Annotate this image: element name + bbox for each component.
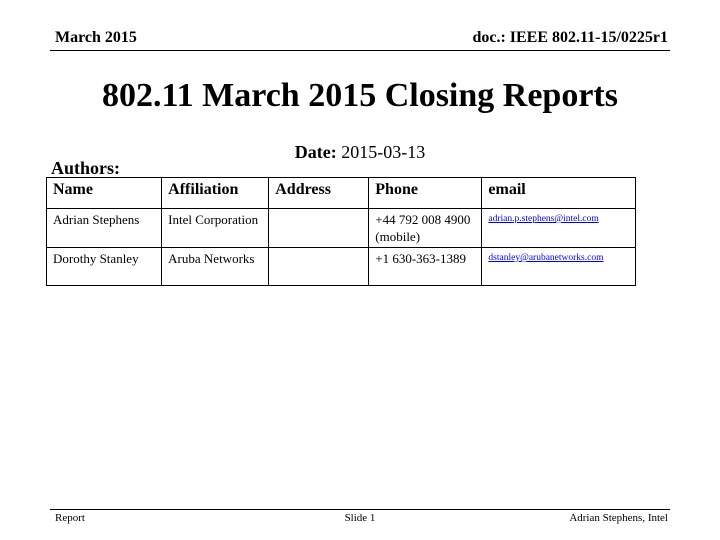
email-link[interactable]: adrian.p.stephens@intel.com — [488, 214, 599, 224]
cell-phone: +1 630-363-1389 — [369, 248, 482, 286]
authors-table — [46, 177, 636, 286]
column-header-email: email — [482, 178, 636, 209]
email-link[interactable]: dstanley@arubanetworks.com — [488, 253, 604, 263]
cell-address — [269, 248, 369, 286]
column-header-address: Address — [269, 178, 369, 209]
header-doc-id: doc.: IEEE 802.11-15/0225r1 — [472, 29, 668, 46]
date-value: 2015-03-13 — [341, 142, 426, 162]
footer-author: Adrian Stephens, Intel — [569, 512, 668, 524]
cell-phone: +44 792 008 4900 (mobile) — [369, 209, 482, 248]
cell-address — [269, 209, 369, 248]
column-header-phone: Phone — [369, 178, 482, 209]
header-date: March 2015 — [55, 29, 137, 46]
footer-left: Report — [55, 512, 85, 524]
date-label: Date: — [294, 142, 337, 162]
table-row — [47, 248, 636, 286]
table-header-row — [47, 178, 636, 209]
slide-title: 802.11 March 2015 Closing Reports — [102, 77, 618, 114]
table-row — [47, 209, 636, 248]
header-divider — [50, 50, 670, 51]
cell-name: Dorothy Stanley — [47, 248, 162, 286]
footer-divider — [50, 509, 670, 510]
cell-email — [482, 209, 636, 248]
cell-affiliation: Intel Corporation — [162, 209, 269, 248]
cell-email — [482, 248, 636, 286]
cell-name: Adrian Stephens — [47, 209, 162, 248]
column-header-affiliation: Affiliation — [162, 178, 269, 209]
cell-affiliation: Aruba Networks — [162, 248, 269, 286]
slide-number: Slide 1 — [344, 512, 376, 524]
authors-label: Authors: — [51, 158, 121, 178]
column-header-name: Name — [47, 178, 162, 209]
